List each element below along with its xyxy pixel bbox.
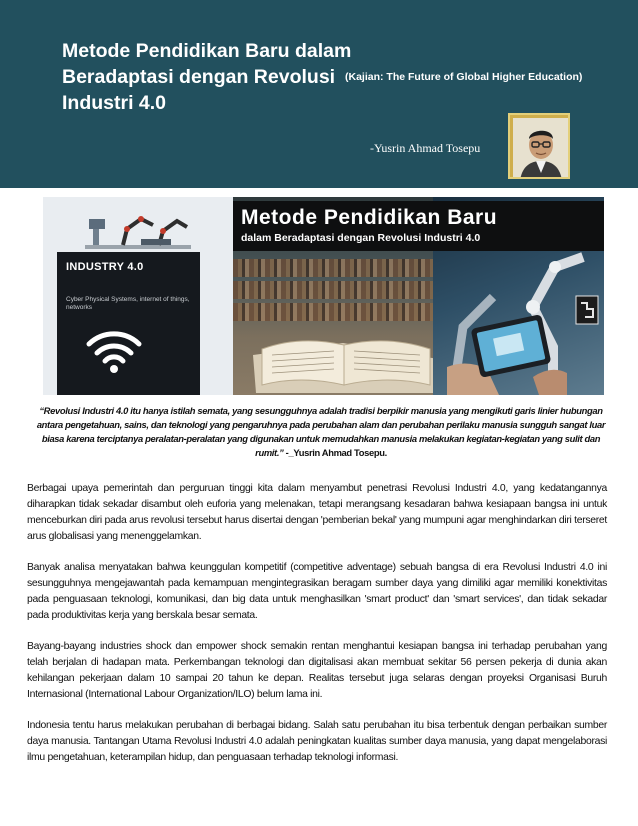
quote-attribution: _Yusrin Ahmad Tosepu. xyxy=(288,447,387,458)
industry-card-desc: Cyber Physical Systems, internet of things, networks xyxy=(66,296,190,311)
banner-subtitle: dalam Beradaptasi dengan Revolusi Industri 4.0 xyxy=(241,232,481,244)
author-name: -Yusrin Ahmad Tosepu xyxy=(370,141,481,155)
article-banner xyxy=(43,197,604,395)
paragraph: Bayang-bayang industries shock dan empower shock semakin rentan menghantui kesiapan bangsa ini terhadap perubahan yang telah berjalan di hadapan mata. Perkembangan teknologi dan digitalisasi akan membuat sekitar 56 persen pekerja di dunia akan kehilangan pekerjaan dalam 10 sampai 20 tahun ke depan. Realitas tersebut juga selaras dengan proyeksi Organisasi Buruh Internasional (International Labour Organization/ILO) belum lama ini. xyxy=(27,641,607,700)
author-photo xyxy=(508,113,570,179)
article-body xyxy=(27,481,607,781)
open-book-icon xyxy=(248,285,443,395)
chip-icon xyxy=(575,295,599,325)
banner-title-strip xyxy=(233,201,604,251)
bookshelf-row xyxy=(233,259,433,277)
tablet-icon xyxy=(447,307,567,395)
wifi-icon xyxy=(85,324,143,374)
header-band xyxy=(0,0,638,188)
paragraph: Banyak analisa menyatakan bahwa keunggulan kompetitif (competitive adventage) sebuah bangsa di era Revolusi Industri 4.0 ini sesungguhnya mengejawantah pada kemampuan mengintegrasikan beragam sumber daya yang dimiliki agar memiliki konektivitas pada penguasaan teknologi, komunikasi, dan big data untuk menghasilkan 'smart product' dan 'smart services', dan tidak sekadar pada produktivitas kerja yang berskala besar semata. xyxy=(27,562,607,621)
paragraph: Berbagai upaya pemerintah dan perguruan tinggi kita dalam menyambut penetrasi Revolusi Industri 4.0, yang kedatangannya diharapkan tidak sekadar disambut oleh euforia yang melenakan, tetapi merangsang kesadaran bahwa kesiapaan bangsa ini untuk menceburkan diri pada arus revolusi tersebut harus disertai dengan 'pemberian bekal' yang mumpuni agar menghindarkan diri terseret arus globalisasi yang menenggelamkan. xyxy=(27,483,607,542)
page-title: Metode Pendidikan Baru dalam Beradaptasi dengan Revolusi Industri 4.0 xyxy=(62,40,352,114)
page-subtitle: (Kajian: The Future of Global Higher Education) xyxy=(345,71,583,83)
robot-arm-icon xyxy=(83,205,193,253)
paragraph: Indonesia tentu harus melakukan perubahan di berbagai bidang. Salah satu perubahan itu bisa terbentuk dengan perbaikan sumber daya manusia. Tantangan Utama Revolusi Industri 4.0 adalah peningkatan kualitas sumber daya manusia, yang dapat mengelaborasi ilmu pengetahuan, keterampilan hidup, dan penguasaan terhadap teknologi informasi. xyxy=(27,720,607,763)
pull-quote xyxy=(36,404,606,460)
industry-card-title: INDUSTRY 4.0 xyxy=(66,261,144,273)
industry-card xyxy=(57,252,200,395)
quote-text: “Revolusi Industri 4.0 itu hanya istilah semata, yang sesungguhnya adalah tradisi berpikir manusia yang mengikuti garis linier hubungan antara pengetahuan, sains, dan teknologi yang pengaruhnya pada perubahan alam dan perubahan perilaku manusia sungguh sangat luar biasa karena terciptanya peralatan-peralatan yang digunakan untuk memudahkan manusia melakukan kegiatan-kegiatan yang sulit dan rumit.” - xyxy=(36,405,606,458)
banner-title: Metode Pendidikan Baru xyxy=(241,206,498,229)
